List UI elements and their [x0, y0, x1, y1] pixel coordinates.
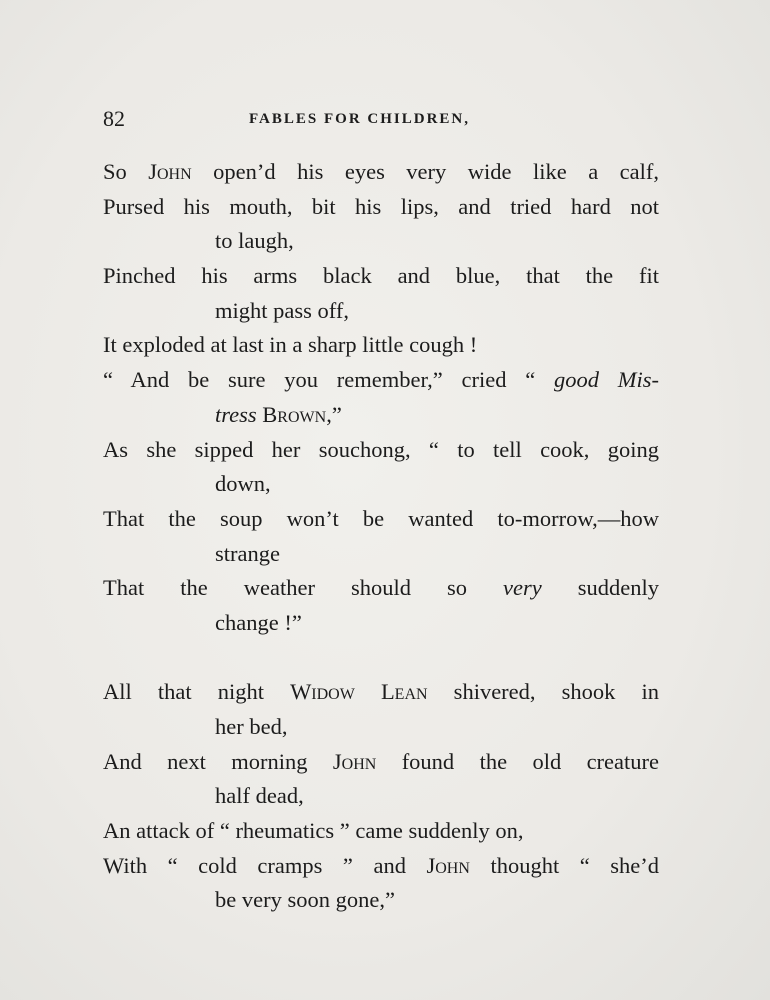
poem-line-continuation: strange	[215, 540, 280, 566]
poem-line: So John open’d his eyes very wide like a calf,	[103, 159, 660, 184]
poem-line: “ And be sure you remember,” cried “ good Mis-	[103, 367, 659, 393]
poem-line: That the weather should so very suddenly	[103, 575, 659, 601]
page-number: 82	[103, 106, 125, 131]
poem-line-continuation: tress Brown,”	[215, 401, 342, 427]
running-title: FABLES FOR CHILDREN,	[249, 111, 470, 127]
emphasis-very: very	[503, 575, 542, 601]
poem-line-continuation: might pass off,	[215, 297, 349, 323]
name-john: John	[426, 852, 470, 878]
name-john: John	[332, 748, 377, 774]
poem-line-continuation: to laugh,	[215, 228, 294, 254]
poem-line-continuation: be very soon gone,”	[215, 887, 395, 913]
poem-line: It exploded at last in a sharp little cough !	[103, 332, 478, 358]
poem-line-continuation: change !”	[215, 609, 302, 635]
poem-line: An attack of “ rheumatics ” came suddenly on,	[103, 818, 524, 844]
stanza-break	[103, 641, 659, 676]
poem-line: That the soup won’t be wanted to-morrow,—how	[103, 505, 659, 531]
poem-line: As she sipped her souchong, “ to tell cook, going	[103, 436, 659, 462]
name-widow-lean: Widow Lean	[290, 679, 428, 705]
emphasis-good-mistress: good Mis-	[553, 367, 659, 393]
page-header	[103, 106, 659, 136]
poem-line: And next morning John found the old creature	[103, 748, 660, 774]
poem-line: All that night Widow Lean shivered, shook in	[103, 679, 659, 705]
poem-text	[103, 155, 659, 918]
name-brown: Brown	[256, 401, 327, 427]
poem-line-continuation: half dead,	[215, 783, 304, 809]
poem-line-continuation: down,	[215, 471, 271, 497]
poem-line-continuation: her bed,	[215, 714, 288, 739]
poem-line: Pursed his mouth, bit his lips, and tried hard not	[103, 193, 659, 219]
poem-line: With “ cold cramps ” and John thought “ she’d	[103, 852, 659, 878]
poem-line: Pinched his arms black and blue, that the fit	[103, 263, 659, 289]
name-john: John	[148, 159, 192, 184]
